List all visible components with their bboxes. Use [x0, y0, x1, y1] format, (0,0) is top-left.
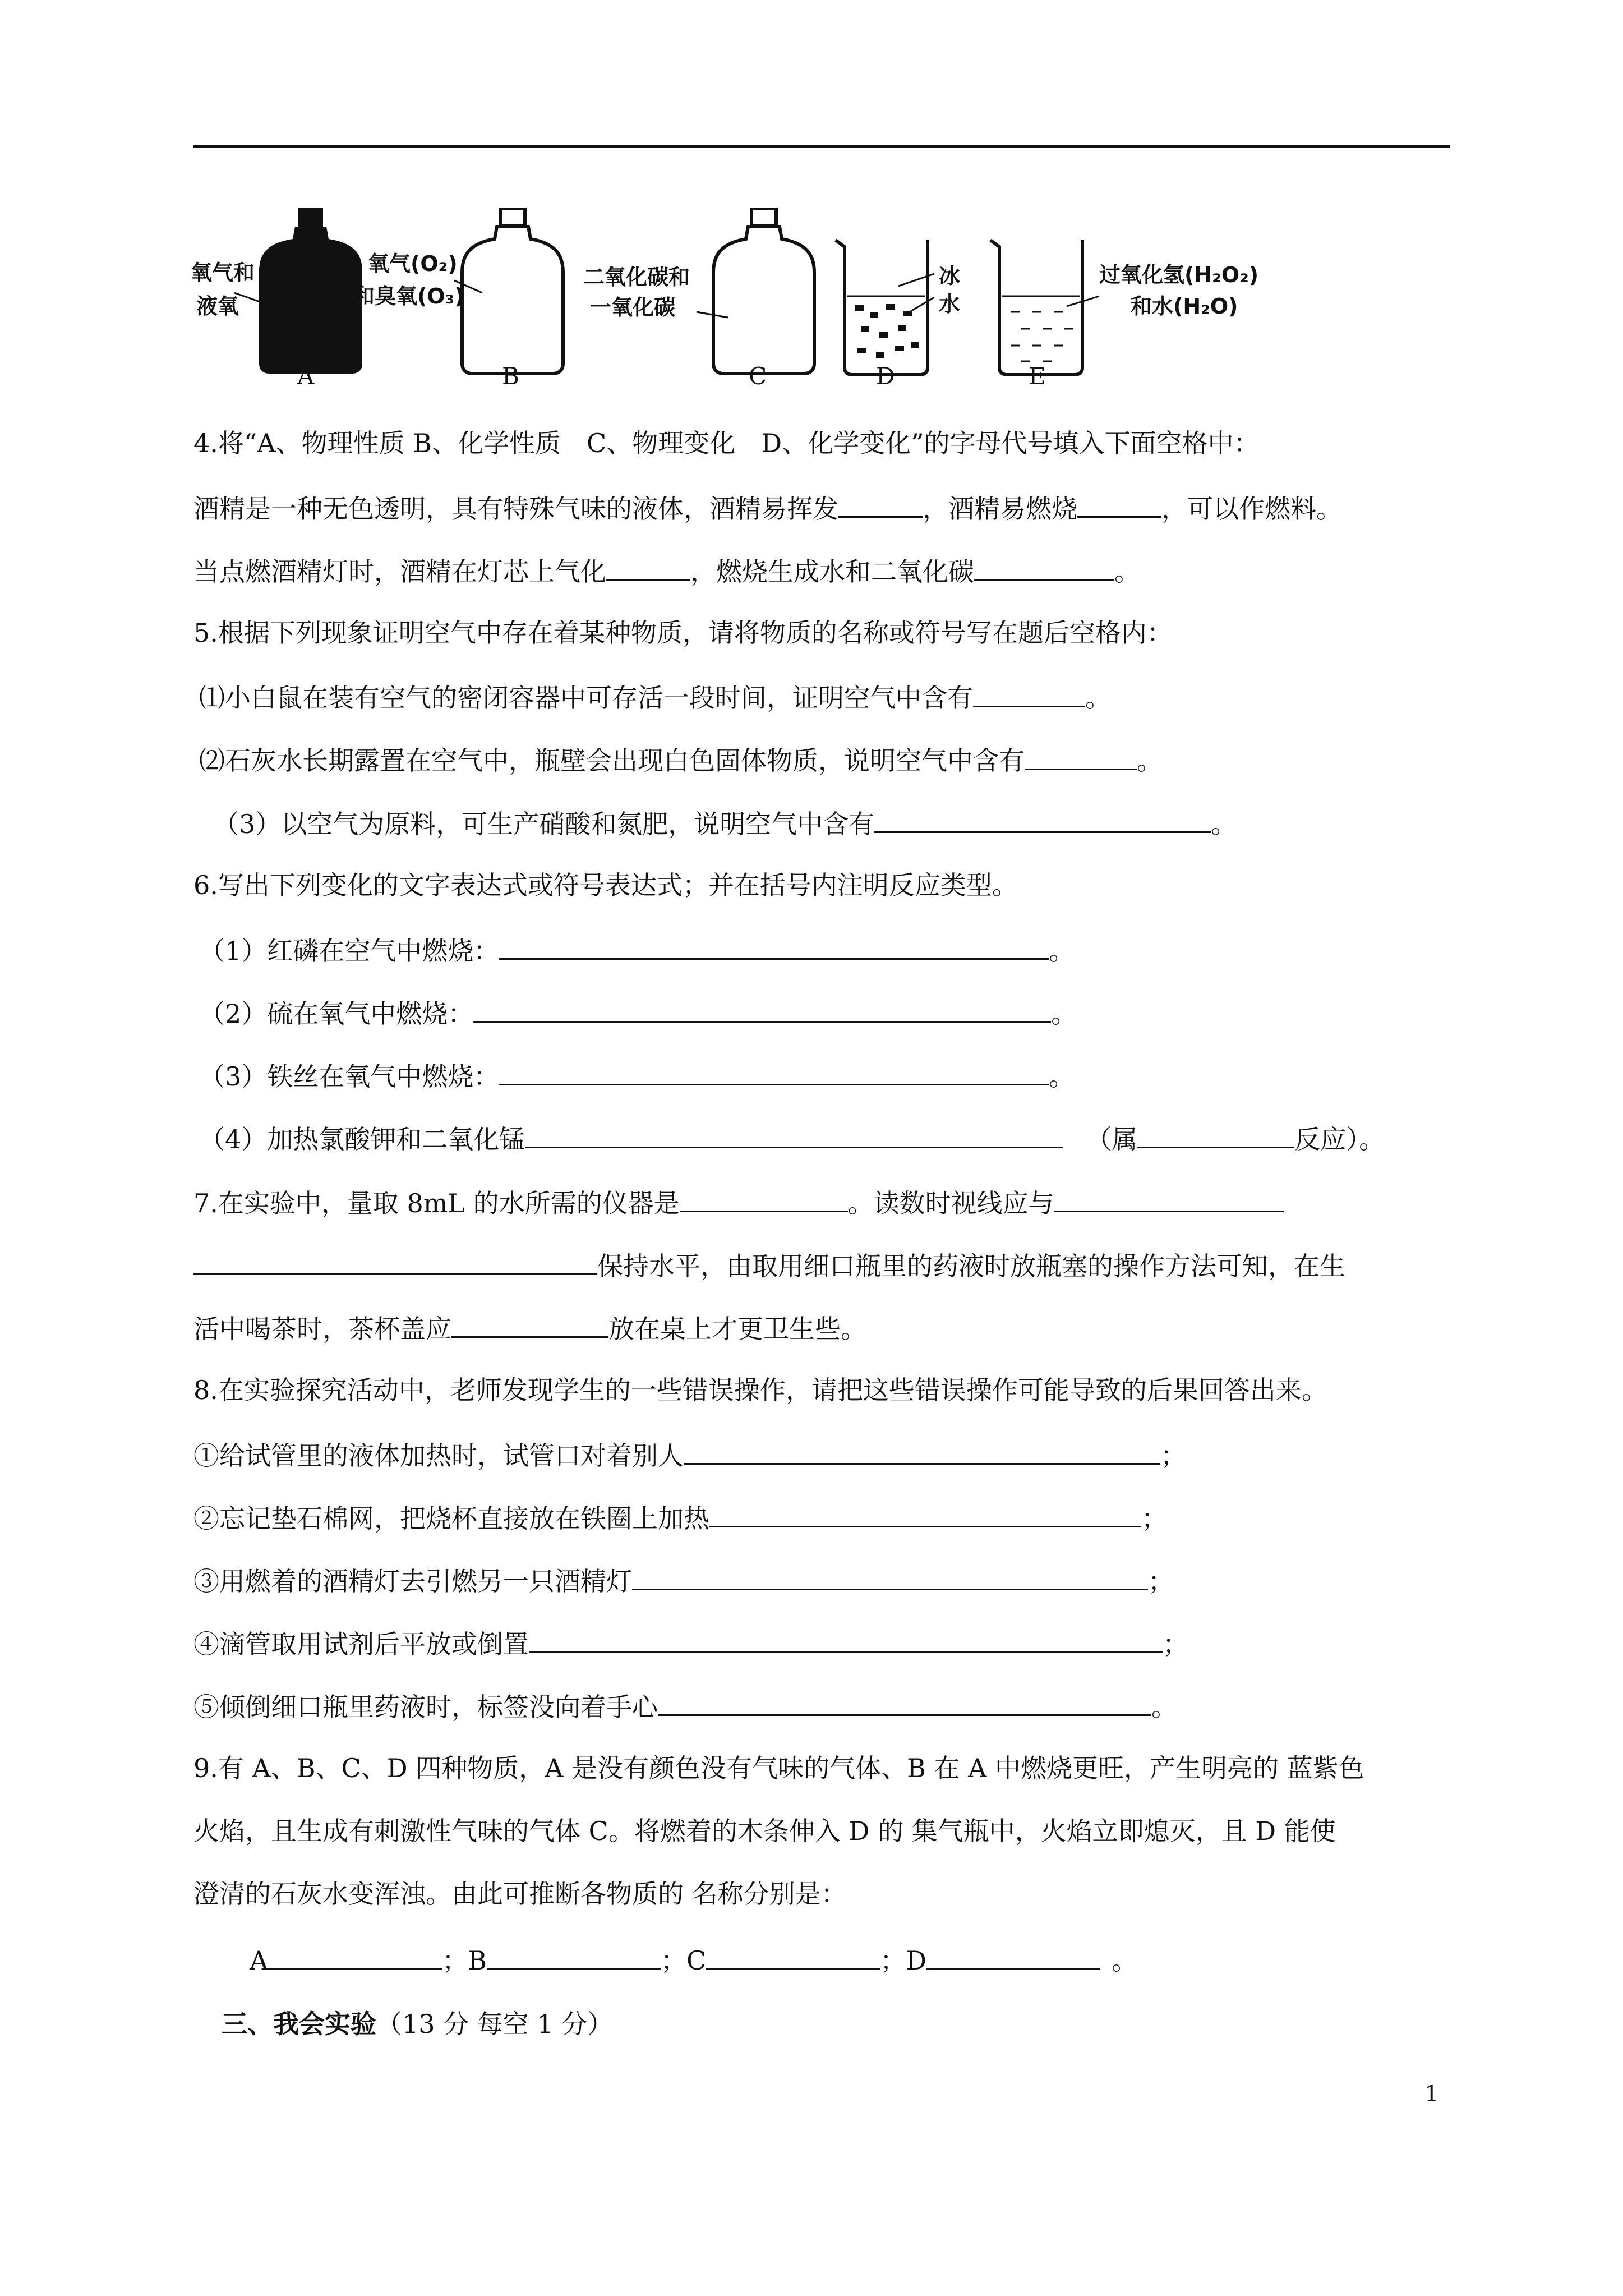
section-3-heading [222, 2008, 613, 2040]
q5-blank-2[interactable] [1025, 743, 1137, 770]
letter-a: A [297, 362, 315, 390]
label-e-1: 过氧化氢(H₂O₂) [1099, 263, 1259, 287]
q6-stem: 6.写出下列变化的文字表达式或符号表达式；并在括号内注明反应类型。 [193, 870, 1018, 900]
header-rule [193, 145, 1450, 148]
q8-end: 。 [1151, 1692, 1177, 1722]
bottle-a [259, 208, 362, 374]
label-b-2: 和臭氧(O₃) [353, 284, 464, 309]
q8-i3: ③用燃着的酒精灯去引燃另一只酒精灯 [193, 1566, 632, 1596]
q9-end: 。 [1112, 1945, 1138, 1976]
q8-blank-1[interactable] [684, 1437, 1160, 1465]
q6-i3: （3）铁丝在氧气中燃烧： [199, 1061, 500, 1092]
q7-l2: 保持水平，由取用细口瓶里的药液时放瓶塞的操作方法可知，在生 [597, 1251, 1345, 1281]
q9-line1: 9.有 A、B、C、D 四种物质，A 是没有颜色没有气味的气体、B 在 A 中燃烧更旺，产生明亮的 蓝紫色 [193, 1753, 1364, 1783]
q6-end-3: 。 [1049, 1061, 1075, 1092]
q4-line3 [193, 553, 1140, 587]
q9-answers [250, 1942, 1137, 1976]
q8-item-2 [193, 1500, 1167, 1534]
q5-item-2 [199, 743, 1163, 776]
q6-blank-3[interactable] [499, 1058, 1049, 1085]
label-d-2: 水 [939, 292, 961, 316]
q5-end-3: 。 [1211, 809, 1237, 839]
q9-line2: 火焰，且生成有刺激性气味的气体 C。将燃着的木条伸入 D 的 集气瓶中，火焰立即熄灭，且 D 能使 [193, 1816, 1336, 1846]
q7-line3 [193, 1310, 866, 1345]
bottle-c [713, 209, 814, 374]
q4-stem: 4.将“A、物理性质 B、化学性质 C、物理变化 D、化学变化”的字母代号填入下面空格中： [193, 428, 1260, 458]
section-3-title: 三、我会实验 [222, 2009, 376, 2039]
q4-l2b: ，酒精易燃烧 [923, 494, 1077, 524]
label-e-2: 和水(H₂O) [1131, 294, 1238, 319]
q6-blank-5[interactable] [1137, 1121, 1294, 1148]
q4-line2 [193, 490, 1342, 524]
letter-b: B [502, 362, 519, 390]
q8-i4: ④滴管取用试剂后平放或倒置 [193, 1629, 529, 1659]
q4-l2a: 酒精是一种无色透明，具有特殊气味的液体，酒精易挥发 [193, 494, 838, 524]
q8-blank-2[interactable] [709, 1500, 1141, 1527]
q6-blank-1[interactable] [499, 932, 1049, 960]
q9-d: ；D [880, 1945, 927, 1976]
q6-blank-2[interactable] [473, 995, 1051, 1023]
q5-end-1: 。 [1085, 683, 1111, 713]
q5-item-1 [199, 680, 1111, 714]
q6-item-4 [199, 1121, 1385, 1155]
q7-l1b: 。读数时视线应与 [847, 1188, 1054, 1218]
q8-item-3 [193, 1563, 1174, 1597]
q7-l3a: 活中喝茶时，茶杯盖应 [193, 1314, 451, 1344]
q9-blank-a[interactable] [268, 1942, 442, 1970]
beaker-d [836, 240, 928, 375]
q5-blank-1[interactable] [973, 680, 1085, 707]
q7-blank-3[interactable] [193, 1248, 597, 1275]
apparatus-figure [191, 208, 1284, 398]
q8-semi-3: ； [1148, 1566, 1174, 1596]
q7-blank-2[interactable] [1054, 1185, 1284, 1212]
q7-line2 [193, 1248, 1345, 1282]
q7-l1a: 7.在实验中，量取 8mL 的水所需的仪器是 [193, 1188, 680, 1218]
label-a-1: 氧气和 [191, 260, 255, 285]
q8-semi-4: ； [1163, 1629, 1188, 1659]
q6-i2: （2）硫在氧气中燃烧： [199, 999, 474, 1029]
q8-blank-4[interactable] [529, 1626, 1163, 1653]
q9-line3: 澄清的石灰水变浑浊。由此可推断各物质的 名称分别是： [193, 1879, 847, 1909]
label-c-1: 二氧化碳和 [583, 265, 690, 289]
q8-item-1 [193, 1437, 1186, 1471]
page-number: 1 [1424, 2081, 1439, 2107]
letter-e: E [1029, 362, 1046, 390]
section-3-note: （13 分 每空 1 分） [376, 2009, 614, 2039]
q5-i1: ⑴小白鼠在装有空气的密闭容器中可存活一段时间，证明空气中含有 [199, 683, 973, 713]
q7-line1 [193, 1185, 1284, 1219]
q9-blank-d[interactable] [926, 1942, 1100, 1970]
q8-i2: ②忘记垫石棉网，把烧杯直接放在铁圈上加热 [193, 1503, 709, 1534]
q4-l3c: 。 [1114, 556, 1140, 587]
q7-blank-4[interactable] [451, 1310, 608, 1338]
letter-d: D [876, 362, 895, 390]
q5-i3: （3）以空气为原料，可生产硝酸和氮肥，说明空气中含有 [213, 809, 875, 839]
q6-item-1 [199, 932, 1075, 967]
q4-l2c: ，可以作燃料。 [1161, 494, 1342, 524]
q5-stem: 5.根据下列现象证明空气中存在着某种物质，请将物质的名称或符号写在题后空格内： [193, 618, 1173, 648]
q9-a: A [250, 1945, 269, 1976]
q7-l3b: 放在桌上才更卫生些。 [608, 1314, 866, 1344]
beaker-e [990, 240, 1082, 375]
label-b-1: 氧气(O₂) [368, 251, 458, 276]
q4-blank-1[interactable] [838, 490, 923, 518]
q6-end-1: 。 [1049, 936, 1075, 966]
q6-item-2 [199, 995, 1077, 1029]
q6-i4a: （4）加热氯酸钾和二氧化锰 [199, 1124, 525, 1154]
q8-i1: ①给试管里的液体加热时，试管口对着别人 [193, 1441, 684, 1471]
q6-i1: （1）红磷在空气中燃烧： [199, 936, 500, 966]
q5-end-2: 。 [1137, 746, 1163, 776]
q9-b: ；B [442, 1945, 487, 1976]
q8-blank-5[interactable] [658, 1688, 1151, 1716]
q6-i4b: （属 [1086, 1124, 1138, 1154]
q6-blank-4[interactable] [525, 1121, 1063, 1148]
q6-item-3 [199, 1058, 1075, 1092]
q5-item-3 [213, 806, 1237, 840]
q4-blank-3[interactable] [606, 553, 690, 581]
q8-item-4 [193, 1626, 1188, 1660]
q8-semi-1: ； [1160, 1441, 1186, 1471]
q4-blank-2[interactable] [1077, 490, 1161, 518]
letter-c: C [749, 362, 767, 390]
q9-blank-c[interactable] [706, 1942, 880, 1970]
q5-i2: ⑵石灰水长期露置在空气中，瓶壁会出现白色固体物质，说明空气中含有 [199, 746, 1025, 776]
label-a-2: 液氧 [196, 294, 239, 319]
q8-blank-3[interactable] [632, 1563, 1148, 1590]
q9-blank-b[interactable] [487, 1942, 661, 1970]
q4-l3a: 当点燃酒精灯时，酒精在灯芯上气化 [193, 556, 606, 587]
q8-item-5 [193, 1688, 1177, 1723]
q9-c: ；C [661, 1945, 707, 1976]
label-c-2: 一氧化碳 [590, 295, 676, 320]
q6-end-2: 。 [1051, 999, 1077, 1029]
q8-i5: ⑤倾倒细口瓶里药液时，标签没向着手心 [193, 1692, 658, 1722]
q4-l3b: ，燃烧生成水和二氧化碳 [690, 556, 974, 587]
label-d-1: 冰 [939, 264, 961, 288]
q5-blank-3[interactable] [874, 806, 1211, 833]
q8-semi-2: ； [1141, 1503, 1167, 1534]
q8-stem: 8.在实验探究活动中，老师发现学生的一些错误操作，请把这些错误操作可能导致的后果回答出来。 [193, 1375, 1327, 1405]
q6-i4c: 反应）。 [1294, 1124, 1385, 1154]
q4-blank-4[interactable] [974, 553, 1114, 581]
q7-blank-1[interactable] [680, 1185, 848, 1212]
